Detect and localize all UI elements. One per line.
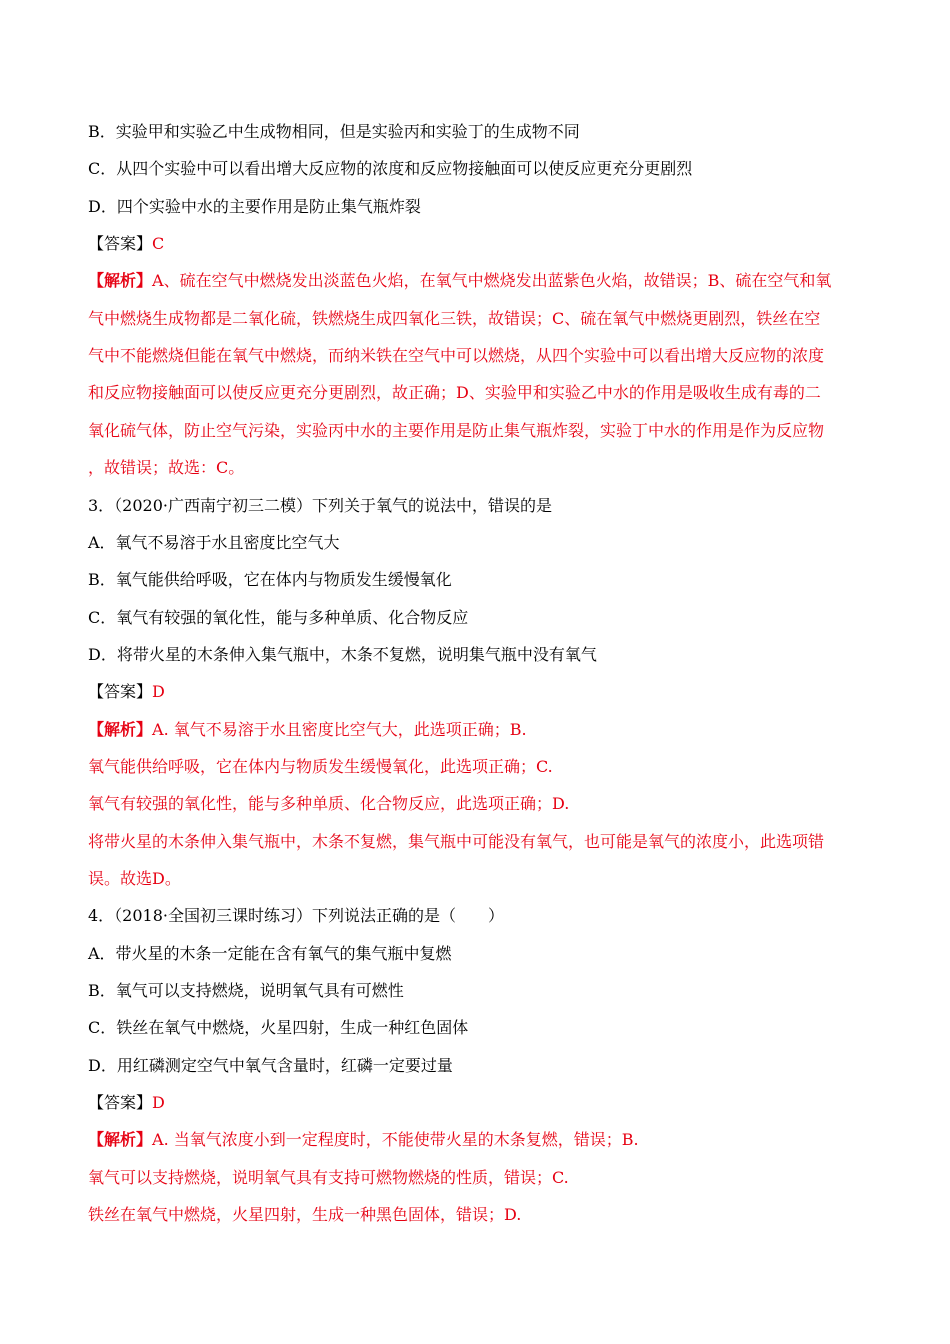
q2-analysis-line-6: ，故错误；故选：C。 bbox=[88, 458, 245, 477]
q4-option-d: D．用红磷测定空气中氧气含量时，红磷一定要过量 bbox=[88, 1056, 453, 1075]
q3-option-b: B．氧气能供给呼吸，它在体内与物质发生缓慢氧化 bbox=[88, 570, 452, 589]
q3-option-a: A．氧气不易溶于水且密度比空气大 bbox=[88, 533, 340, 552]
q2-analysis-line-2: 气中燃烧生成物都是二氧化硫，铁燃烧生成四氧化三铁，故错误；C、硫在氧气中燃烧更剧烈，铁丝在空 bbox=[88, 309, 821, 328]
q4-option-c: C．铁丝在氧气中燃烧，火星四射，生成一种红色固体 bbox=[88, 1018, 469, 1037]
q3-analysis-line-4: 将带火星的木条伸入集气瓶中，木条不复燃，集气瓶中可能没有氧气，也可能是氧气的浓度小，此选项错 bbox=[88, 832, 825, 851]
q3-analysis-line-2: 氧气能供给呼吸，它在体内与物质发生缓慢氧化，此选项正确；C. bbox=[88, 757, 553, 776]
answer-label: 【答案】 bbox=[88, 682, 153, 701]
q4-option-b: B．氧气可以支持燃烧，说明氧气具有可燃性 bbox=[88, 981, 404, 1000]
q4-analysis-line-2: 氧气可以支持燃烧，说明氧气具有支持可燃物燃烧的性质，错误；C. bbox=[88, 1168, 569, 1187]
q2-analysis-line-1: 【解析】A、硫在空气中燃烧发出淡蓝色火焰，在氧气中燃烧发出蓝紫色火焰，故错误；B、硫在空气和氧 bbox=[88, 271, 832, 290]
answer-label: 【答案】 bbox=[88, 1093, 153, 1112]
q4-stem: 4．（2018·全国初三课时练习）下列说法正确的是（ ） bbox=[88, 906, 504, 925]
q3-option-c: C．氧气有较强的氧化性，能与多种单质、化合物反应 bbox=[88, 608, 469, 627]
q3-analysis-line-3: 氧气有较强的氧化性，能与多种单质、化合物反应，此选项正确；D. bbox=[88, 794, 570, 813]
q4-option-a: A．带火星的木条一定能在含有氧气的集气瓶中复燃 bbox=[88, 944, 452, 963]
q3-stem: 3．（2020·广西南宁初三二模）下列关于氧气的说法中，错误的是 bbox=[88, 496, 552, 515]
answer-value: D bbox=[152, 682, 165, 701]
q3-analysis-line-5: 误。故选D。 bbox=[88, 869, 181, 888]
q4-analysis-line-1: 【解析】A. 当氧气浓度小到一定程度时，不能使带火星的木条复燃，错误；B. bbox=[88, 1130, 639, 1149]
q2-answer bbox=[88, 233, 864, 255]
answer-label: 【答案】 bbox=[88, 234, 153, 253]
q3-answer bbox=[88, 681, 864, 703]
q2-analysis-line-3: 气中不能燃烧但能在氧气中燃烧，而纳米铁在空气中可以燃烧，从四个实验中可以看出增大反应物的浓度 bbox=[88, 346, 825, 365]
q3-analysis-line-1: 【解析】A. 氧气不易溶于水且密度比空气大，此选项正确；B. bbox=[88, 720, 527, 739]
q2-analysis-line-4: 和反应物接触面可以使反应更充分更剧烈，故正确；D、实验甲和实验乙中水的作用是吸收生成有毒的二 bbox=[88, 383, 821, 402]
q2-option-b: B．实验甲和实验乙中生成物相同，但是实验丙和实验丁的生成物不同 bbox=[88, 122, 580, 141]
q3-option-d: D．将带火星的木条伸入集气瓶中，木条不复燃，说明集气瓶中没有氧气 bbox=[88, 645, 597, 664]
answer-value: C bbox=[152, 234, 165, 253]
analysis-label: 【解析】 bbox=[88, 271, 153, 290]
q4-analysis-line-3: 铁丝在氧气中燃烧，火星四射，生成一种黑色固体，错误；D. bbox=[88, 1205, 522, 1224]
answer-value: D bbox=[152, 1093, 165, 1112]
q2-option-d: D．四个实验中水的主要作用是防止集气瓶炸裂 bbox=[88, 197, 421, 216]
q4-answer bbox=[88, 1092, 864, 1114]
q2-option-c: C．从四个实验中可以看出增大反应物的浓度和反应物接触面可以使反应更充分更剧烈 bbox=[88, 159, 693, 178]
analysis-label: 【解析】 bbox=[88, 720, 153, 739]
analysis-label: 【解析】 bbox=[88, 1130, 153, 1149]
q2-analysis-line-5: 氧化硫气体，防止空气污染，实验丙中水的主要作用是防止集气瓶炸裂，实验丁中水的作用是作为反应物 bbox=[88, 421, 825, 440]
